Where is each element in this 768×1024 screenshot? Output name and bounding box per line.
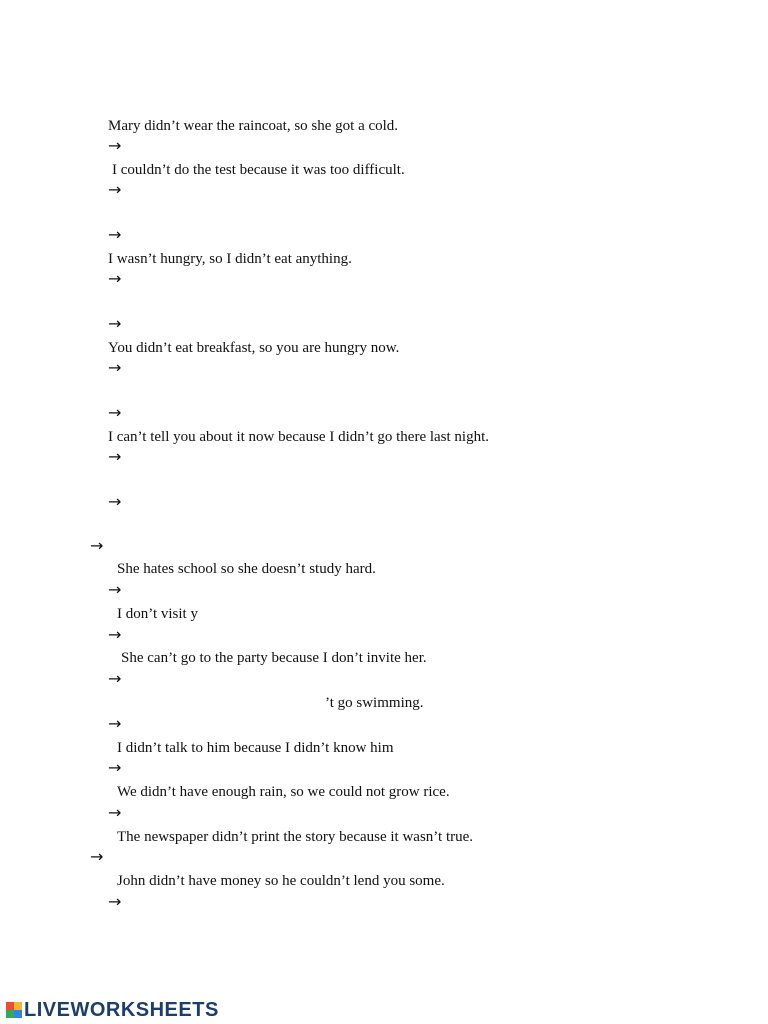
sentence-10: I didn’t talk to him because I didn’t know him (117, 740, 394, 756)
arrow-icon: → (108, 580, 122, 599)
arrow-icon: → (108, 625, 122, 644)
arrow-icon: → (108, 758, 122, 777)
arrow-icon: → (90, 536, 104, 555)
sentence-3: I wasn’t hungry, so I didn’t eat anything. (108, 251, 352, 267)
arrow-icon: → (108, 136, 122, 155)
sentence-7: I don’t visit y (117, 606, 198, 622)
arrow-icon: → (108, 447, 122, 466)
arrow-icon: → (108, 358, 122, 377)
arrow-icon: → (108, 803, 122, 822)
arrow-icon: → (90, 847, 104, 866)
arrow-icon: → (108, 269, 122, 288)
sentence-11: We didn’t have enough rain, so we could not grow rice. (117, 784, 450, 800)
arrow-icon: → (108, 314, 122, 333)
sentence-9: ’t go swimming. (325, 695, 424, 711)
logo-text: LIVEWORKSHEETS (24, 998, 219, 1021)
sentence-2: I couldn’t do the test because it was too difficult. (112, 162, 405, 178)
logo-square (6, 1010, 14, 1018)
arrow-icon: → (108, 714, 122, 733)
sentence-6: She hates school so she doesn’t study hard. (117, 561, 376, 577)
logo-square (14, 1010, 22, 1018)
logo-square (14, 1002, 22, 1010)
arrow-icon: → (108, 403, 122, 422)
sentence-12: The newspaper didn’t print the story because it wasn’t true. (117, 829, 474, 845)
liveworksheets-logo (6, 999, 219, 1021)
logo-square (6, 1002, 14, 1010)
arrow-icon: → (108, 892, 122, 911)
arrow-icon: → (108, 225, 122, 244)
sentence-8: She can’t go to the party because I don’t invite her. (121, 650, 427, 666)
sentence-4: You didn’t eat breakfast, so you are hungry now. (108, 340, 400, 356)
logo-grid-icon (6, 1002, 22, 1018)
arrow-icon: → (108, 492, 122, 511)
arrow-icon: → (108, 669, 122, 688)
sentence-13: John didn’t have money so he couldn’t lend you some. (117, 873, 445, 889)
sentence-5: I can’t tell you about it now because I didn’t go there last night. (108, 429, 490, 445)
arrow-icon: → (108, 180, 122, 199)
sentence-1: Mary didn’t wear the raincoat, so she got a cold. (108, 118, 399, 134)
